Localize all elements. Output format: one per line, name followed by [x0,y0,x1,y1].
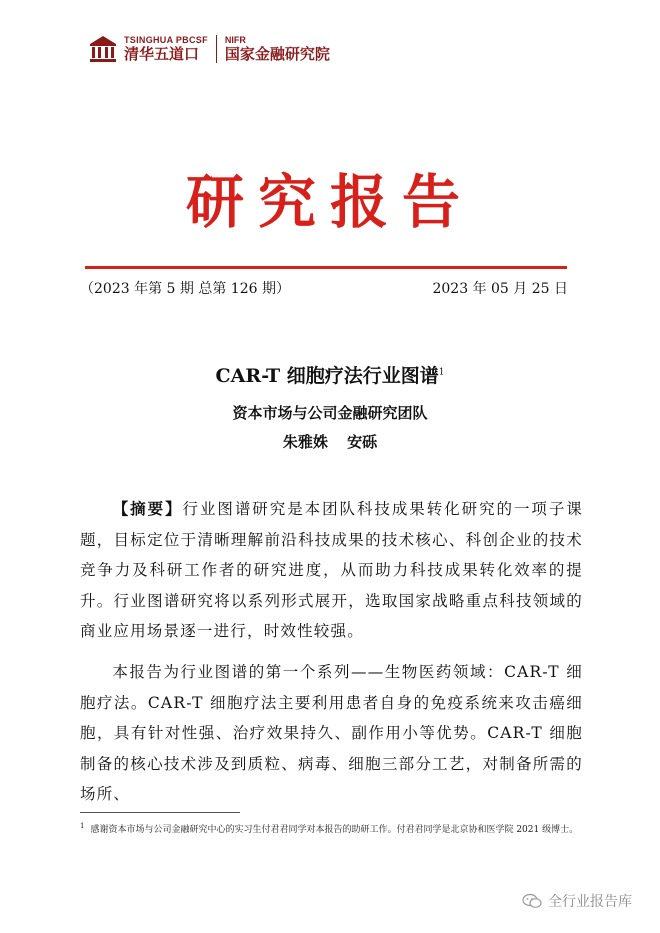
footnote-number: 1 [80,822,85,830]
report-type-title: 研究报告 [185,168,474,236]
watermark [522,891,632,911]
brand-nifr [225,36,330,62]
document-title-text: CAR-T 细胞疗法行业图谱 [215,365,439,387]
footnote-text: 感谢资本市场与公司金融研究中心的实习生付君君同学对本报告的助研工作。付君君同学是北京协和医学院 2021 级博士。 [90,825,579,835]
tsinghua-logo-icon [88,34,118,64]
brand-en: TSINGHUA PBCSF [124,35,208,45]
body-paragraph [80,657,583,810]
header [88,32,330,66]
brand-tsinghua [124,36,208,62]
footnote-marker: 1 [438,367,445,378]
footnote-divider [80,812,240,813]
title-divider [85,266,567,269]
nifr-cn: 国家金融研究院 [224,45,330,63]
footnote [80,818,588,838]
abstract-label: 【摘要】 [112,499,183,518]
issue-date: 2023 年 05 月 25 日 [432,281,568,297]
document-title [0,361,660,388]
brand-divider [216,35,217,63]
watermark-text: 全行业报告库 [548,894,632,910]
research-team: 资本市场与公司金融研究团队 [232,404,428,422]
abstract-paragraph [80,494,583,647]
body-paragraph-text: 本报告为行业图谱的第一个系列——生物医药领域：CAR-T 细胞疗法。CAR-T 细胞疗法主要利用患者自身的免疫系统来攻击癌细胞，具有针对性强、治疗效果持久、副作用小等优势。CAR-T 细胞制备的核心技术涉及到质粒、病毒、细胞三部分工艺，对制备所需的场所、 [80,663,583,803]
wechat-icon [522,893,542,909]
issue-number: （2023 年第 5 期 总第 126 期） [80,281,290,297]
nifr-en: NIFR [224,35,246,45]
authors: 朱雅姝 安砾 [282,433,378,451]
brand-cn: 清华五道口 [124,45,200,63]
abstract-text: 行业图谱研究是本团队科技成果转化研究的一项子课题，目标定位于清晰理解前沿科技成果的技术核心、科创企业的技术竞争力及科研工作者的研究进度，从而助力科技成果转化效率的提升。行业图谱研究将以系列形式展开，选取国家战略重点科技领域的商业应用场景逐一进行，时效性较强。 [80,500,583,640]
